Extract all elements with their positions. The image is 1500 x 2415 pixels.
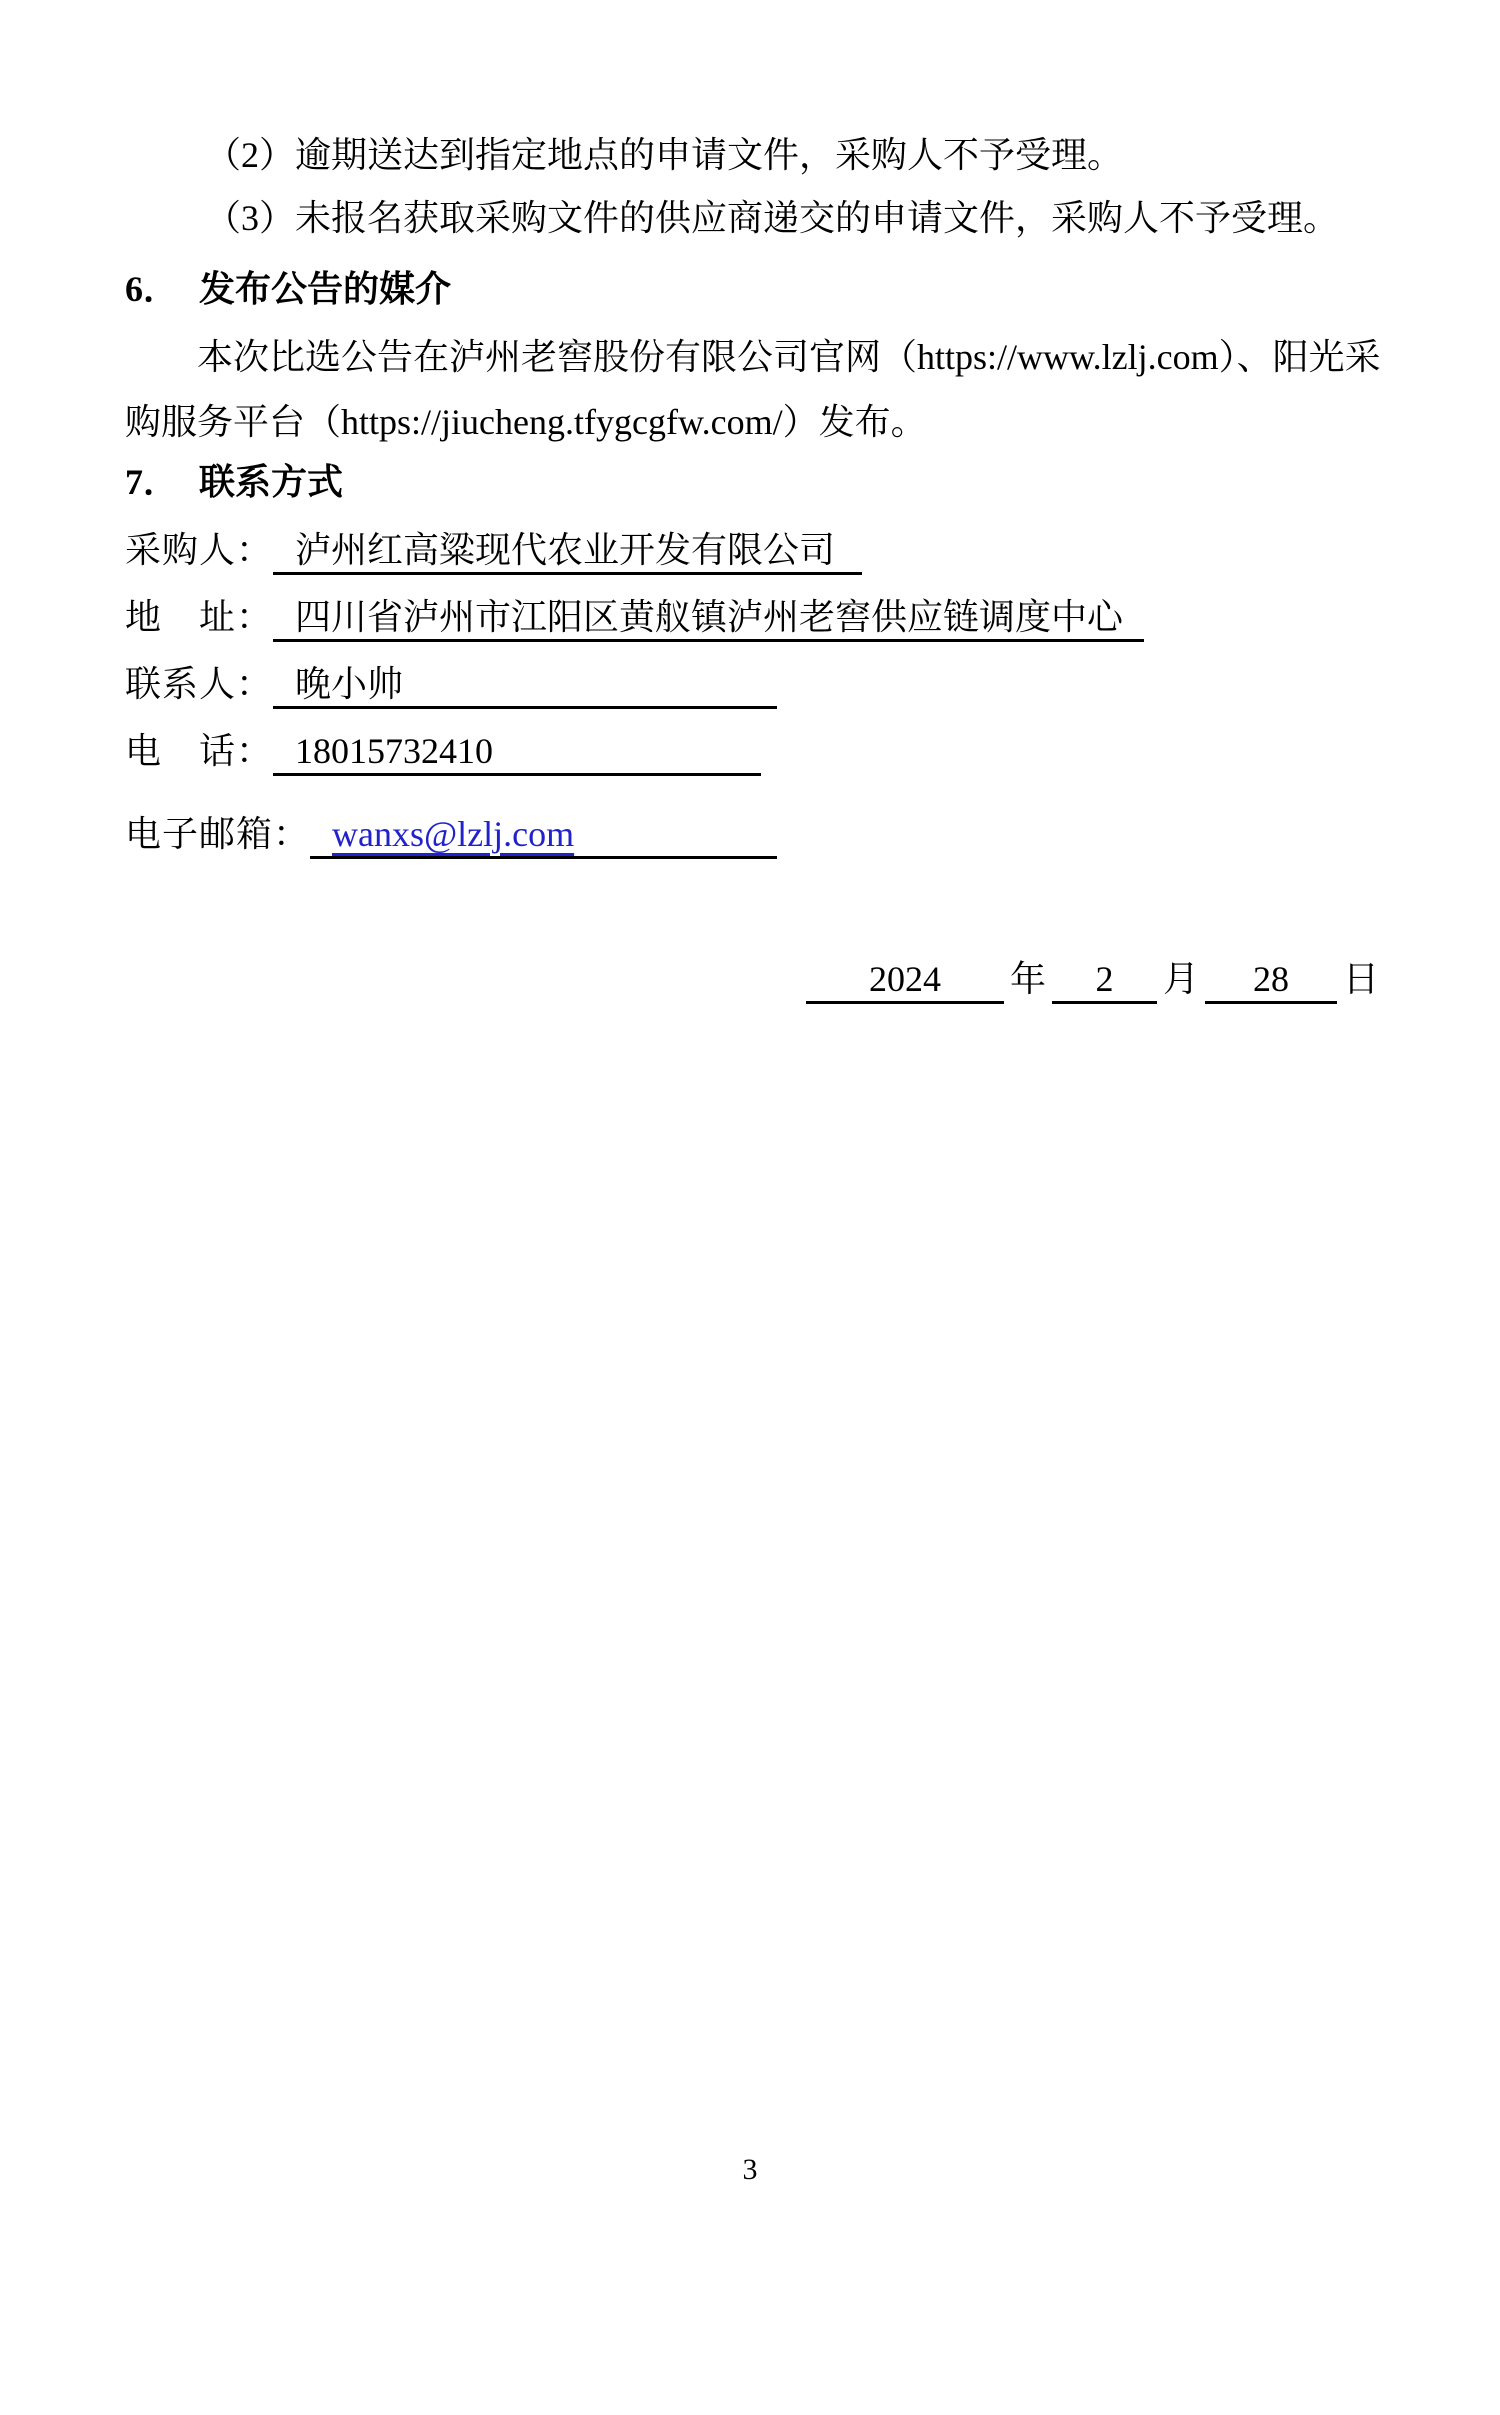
- email-link[interactable]: wanxs@lzlj.com: [332, 814, 575, 854]
- clause-2-text: （2）逾期送达到指定地点的申请文件，采购人不予受理。: [205, 135, 1124, 175]
- contact-row-phone: [125, 729, 761, 776]
- date-year-label: 年: [1010, 959, 1047, 999]
- email-fill-in-line: [310, 812, 777, 859]
- section-7-heading: [125, 460, 343, 504]
- address-label: 地 址：: [125, 597, 274, 637]
- media-paragraph-line-1: 本次比选公告在泸州老窖股份有限公司官网（https://www.lzlj.com）、阳光采: [197, 337, 1381, 377]
- date-line: [806, 957, 1385, 1004]
- page-number: 3: [742, 2153, 758, 2186]
- phone-fill-in-line: [273, 729, 761, 776]
- media-paragraph-line-2: 购服务平台（https://jiucheng.tfygcgfw.com/）发布。: [125, 402, 927, 442]
- clause-3-text: （3）未报名获取采购文件的供应商递交的申请文件，采购人不予受理。: [205, 198, 1340, 238]
- email-label: 电子邮箱：: [125, 814, 311, 854]
- phone-value: 18015732410: [295, 731, 494, 771]
- date-day-label: 日: [1343, 959, 1380, 999]
- section-7-title: 联系方式: [199, 462, 344, 502]
- phone-label: 电 话：: [125, 731, 274, 771]
- section-6-heading: [125, 267, 451, 311]
- section-6-title: 发布公告的媒介: [199, 269, 452, 309]
- contact-person-label: 联系人：: [125, 664, 274, 704]
- contact-person-fill-in-line: [273, 662, 777, 709]
- date-day-blank: 28: [1205, 957, 1337, 1004]
- contact-row-buyer: [125, 528, 862, 575]
- contact-person-value: 晚小帅: [295, 664, 404, 704]
- date-month-label: 月: [1163, 959, 1200, 999]
- contact-row-address: [125, 595, 1144, 642]
- date-year-blank: 2024: [806, 957, 1004, 1004]
- address-fill-in-line: [273, 595, 1144, 642]
- contact-row-email: [125, 812, 777, 859]
- buyer-value: 泸州红高粱现代农业开发有限公司: [295, 530, 836, 570]
- date-month-blank: 2: [1052, 957, 1157, 1004]
- buyer-label: 采购人：: [125, 530, 274, 570]
- contact-row-person: [125, 662, 777, 709]
- section-6-number: 6．: [125, 269, 180, 309]
- buyer-fill-in-line: [273, 528, 862, 575]
- section-7-number: 7．: [125, 462, 180, 502]
- address-value: 四川省泸州市江阳区黄舣镇泸州老窖供应链调度中心: [295, 597, 1124, 637]
